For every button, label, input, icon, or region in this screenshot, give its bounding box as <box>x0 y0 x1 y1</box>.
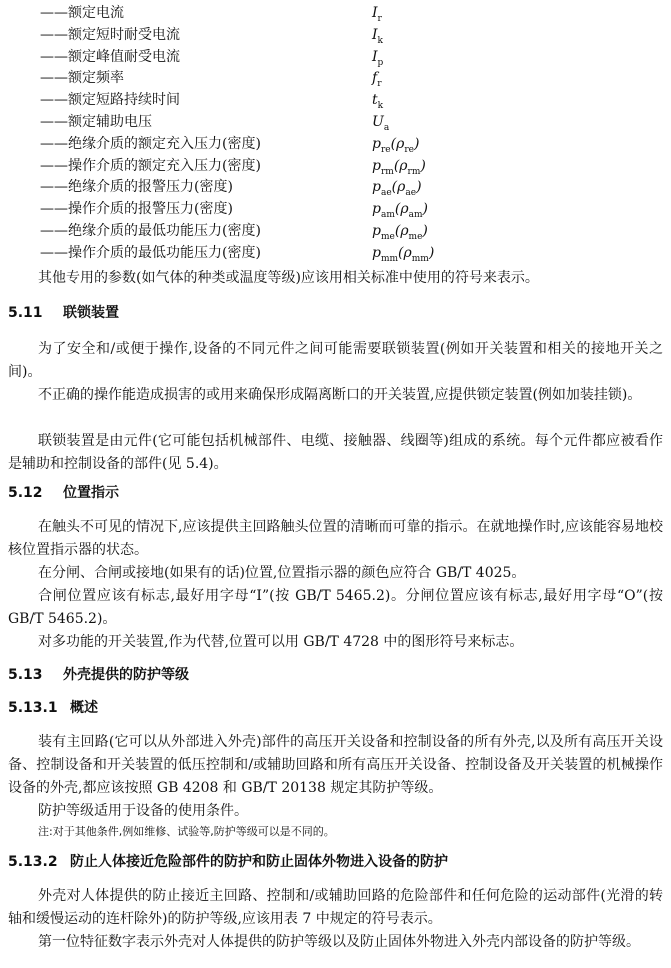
paragraph-5-13-1-2: 防护等级适用于设备的使用条件。 <box>38 803 248 819</box>
symbol-letter: I <box>372 26 378 43</box>
paragraph-5-13-2-2: 第一位特征数字表示外壳对人体提供的防护等级以及防止固体外物进入外壳内部设备的防护等级。 <box>38 934 640 950</box>
parameter-label: ——额定辅助电压 <box>40 114 152 130</box>
density-symbol-letter: ρ <box>399 157 408 174</box>
section-title: 位置指示 <box>63 485 119 501</box>
symbol-letter: p <box>372 157 381 174</box>
section-heading-5-12 <box>8 482 119 504</box>
density-symbol-letter: ρ <box>400 223 409 239</box>
paragraph-5-12-3: 合闸位置应该有标志,最好用字母“I”(按 GB/T 5465.2)。分闸位置应该有标志,最好用字母“O”(按 GB/T 5465.2)。 <box>8 588 663 627</box>
section-heading-5-13-1 <box>8 697 98 719</box>
note-5-13-1: 注:对于其他条件,例如维修、试验等,防护等级可以是不同的。 <box>38 825 335 838</box>
symbol-letter: p <box>372 223 381 239</box>
density-symbol-letter: ρ <box>400 201 409 218</box>
density-symbol-subscript: rm <box>407 166 421 177</box>
paragraph-5-11-3: 联锁装置是由元件(它可能包括机械部件、电缆、接触器、线圈等)组成的系统。每个元件都应被看作是辅助和控制设备的部件(见 5.4)。 <box>8 433 663 472</box>
parameter-label: ——绝缘介质的报警压力(密度) <box>40 179 233 196</box>
parameter-label: ——绝缘介质的最低功能压力(密度) <box>40 223 261 239</box>
section-title: 概述 <box>70 700 98 716</box>
symbol-letter: p <box>372 179 381 196</box>
paragraph-5-13-1-1: 装有主回路(它可以从外部进入外壳)部件的高压开关设备和控制设备的所有外壳,以及所有高压开关设备、控制设备和开关装置的低压控制和/或辅助回路和所有高压开关设备、控制设备及开关装置的机械操作设备的外壳,都应该按照 GB 4208 和 GB/T 20138 规定其防护等级。 <box>8 734 663 796</box>
parameter-label: ——操作介质的最低功能压力(密度) <box>40 244 261 261</box>
section-title: 防止人体接近危险部件的防护和防止固体外物进入设备的防护 <box>70 854 448 870</box>
parameter-symbol: $p_{mm}(\rho_{mm})$ <box>372 244 435 264</box>
paragraph-5-11-1: 为了安全和/或便于操作,设备的不同元件之间可能需要联锁装置(例如开关装置和相关的接地开关之间)。 <box>8 341 663 380</box>
parameter-label: ——额定短路持续时间 <box>40 92 180 109</box>
symbol-subscript: r <box>377 13 382 24</box>
density-symbol-letter: ρ <box>403 244 412 261</box>
symbol-subscript: k <box>377 100 384 111</box>
symbol-subscript: rm <box>380 166 394 177</box>
symbol-letter: p <box>372 201 381 218</box>
parameter-label: ——额定峰值耐受电流 <box>40 48 180 65</box>
paragraph-5-11-2: 不正确的操作能造成损害的或用来确保形成隔离断口的开关装置,应提供锁定装置(例如加装挂锁)。 <box>38 387 642 403</box>
symbol-subscript: p <box>377 57 384 68</box>
section-number: 5.13.1 <box>8 700 58 716</box>
section-title: 联锁装置 <box>63 305 119 321</box>
symbol-subscript: mm <box>380 253 399 264</box>
parameter-label: ——绝缘介质的额定充入压力(密度) <box>40 135 261 152</box>
density-symbol-letter: ρ <box>397 179 406 196</box>
density-symbol-subscript: mm <box>411 253 429 264</box>
paragraph-5-12-4: 对多功能的开关装置,作为代替,位置可以用 GB/T 4728 中的图形符号来标志。 <box>38 634 524 650</box>
section-number: 5.12 <box>8 485 43 501</box>
density-symbol-subscript: re <box>404 144 414 155</box>
symbol-subscript: a <box>383 122 390 133</box>
symbol-letter: U <box>372 114 384 130</box>
section-number: 5.13 <box>8 667 43 683</box>
paragraph-5-12-1: 在触头不可见的情况下,应该提供主回路触头位置的清晰而可靠的指示。在就地操作时,应该能容易地校核位置指示器的状态。 <box>8 519 663 558</box>
paragraph-5-13-2-1: 外壳对人体提供的防止接近主回路、控制和/或辅助回路的危险部件和任何危险的运动部件(光滑的转轴和缓慢运动的连杆除外)的防护等级,应该用表 7 中规定的符号表示。 <box>8 888 663 927</box>
symbol-letter: I <box>372 5 378 21</box>
density-symbol-letter: ρ <box>396 135 405 152</box>
parameter-label: ——操作介质的额定充入压力(密度) <box>40 157 261 174</box>
section-heading-5-13 <box>8 664 189 686</box>
symbol-subscript: r <box>377 79 382 90</box>
parameter-label: ——额定短时耐受电流 <box>40 26 180 43</box>
parameter-symbol: $p_{me}(\rho_{me})$ <box>372 223 428 242</box>
symbol-letter: p <box>372 135 381 152</box>
density-symbol-subscript: ae <box>405 188 417 199</box>
parameter-symbol: $p_{re}(\rho_{re})$ <box>372 135 420 155</box>
parameter-symbol: $p_{rm}(\rho_{rm})$ <box>372 157 426 177</box>
section-number: 5.13.2 <box>8 854 58 870</box>
symbol-subscript: me <box>380 231 395 242</box>
symbol-subscript: am <box>380 209 395 220</box>
parameter-label: ——额定频率 <box>40 70 124 87</box>
parameter-label: ——操作介质的报警压力(密度) <box>40 201 233 218</box>
density-symbol-subscript: me <box>408 231 423 242</box>
section-title: 外壳提供的防护等级 <box>63 667 189 683</box>
paragraph-other-params: 其他专用的参数(如气体的种类或温度等级)应该用相关标准中使用的符号来表示。 <box>38 270 539 286</box>
symbol-letter: t <box>372 92 378 109</box>
paragraph-5-12-2: 在分闸、合闸或接地(如果有的话)位置,位置指示器的颜色应符合 GB/T 4025。 <box>38 565 526 581</box>
parameter-symbol: $p_{am}(\rho_{am})$ <box>372 201 428 220</box>
parameter-symbol: $p_{ae}(\rho_{ae})$ <box>372 179 422 199</box>
symbol-letter: p <box>372 244 381 261</box>
symbol-letter: f <box>372 70 378 87</box>
symbol-subscript: k <box>377 35 383 46</box>
section-heading-5-13-2 <box>8 851 448 873</box>
symbol-subscript: re <box>380 144 391 155</box>
parameter-label: ——额定电流 <box>40 5 124 21</box>
symbol-subscript: ae <box>380 188 392 199</box>
section-number: 5.11 <box>8 305 43 321</box>
density-symbol-subscript: am <box>408 209 423 220</box>
section-heading-5-11 <box>8 302 119 324</box>
symbol-letter: I <box>372 48 378 65</box>
